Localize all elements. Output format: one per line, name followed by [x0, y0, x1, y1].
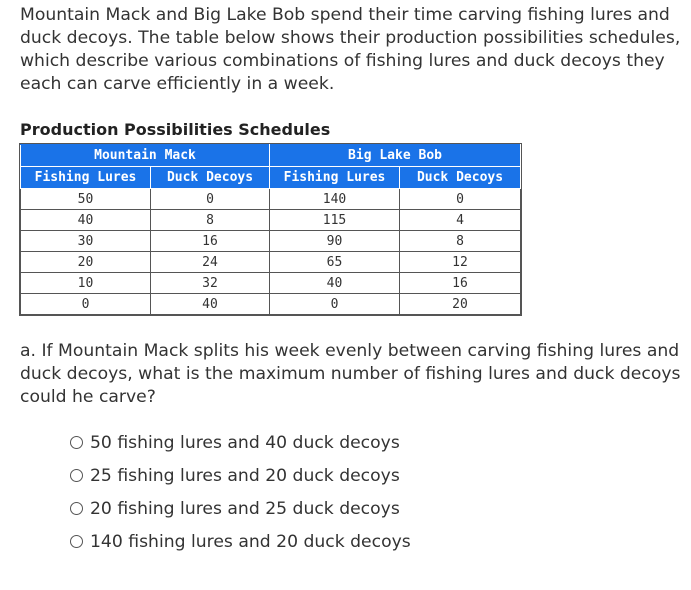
- table-row: [21, 210, 521, 231]
- answer-option[interactable]: [70, 492, 411, 525]
- table-cell: 20: [400, 294, 521, 315]
- radio-button[interactable]: [70, 535, 83, 548]
- column-header: Duck Decoys: [400, 167, 521, 189]
- answer-option[interactable]: [70, 525, 411, 558]
- question-text: a. If Mountain Mack splits his week evenly between carving fishing lures and duck decoys, what is the maximum number of fishing lures and duck decoys could he carve?: [20, 341, 681, 407]
- table-cell: 0: [270, 294, 400, 315]
- column-header: Fishing Lures: [270, 167, 400, 189]
- table-cell: 8: [151, 210, 270, 231]
- table-row: [21, 231, 521, 252]
- answer-option-label[interactable]: 25 fishing lures and 20 duck decoys: [90, 465, 400, 486]
- column-header-row: [21, 167, 521, 189]
- table-cell: 90: [270, 231, 400, 252]
- table-title: Production Possibilities Schedules: [20, 120, 331, 139]
- table-cell: 32: [151, 273, 270, 294]
- column-header: Fishing Lures: [21, 167, 151, 189]
- table-cell: 16: [151, 231, 270, 252]
- answer-option-label[interactable]: 50 fishing lures and 40 duck decoys: [90, 432, 400, 453]
- table-cell: 8: [400, 231, 521, 252]
- table-row: [21, 189, 521, 210]
- table-cell: 140: [270, 189, 400, 210]
- column-header: Duck Decoys: [151, 167, 270, 189]
- table-cell: 10: [21, 273, 151, 294]
- answer-option-label[interactable]: 20 fishing lures and 25 duck decoys: [90, 498, 400, 519]
- table-row: [21, 294, 521, 315]
- group-header-row: [21, 145, 521, 167]
- table-cell: 30: [21, 231, 151, 252]
- table-cell: 50: [21, 189, 151, 210]
- table-cell: 0: [21, 294, 151, 315]
- group-header-big-lake-bob: Big Lake Bob: [270, 145, 521, 167]
- table-cell: 40: [21, 210, 151, 231]
- table-cell: 16: [400, 273, 521, 294]
- answer-option[interactable]: [70, 459, 411, 492]
- table-row: [21, 252, 521, 273]
- table-cell: 24: [151, 252, 270, 273]
- production-possibilities-table: [20, 144, 521, 315]
- answer-options: [70, 426, 411, 558]
- table-row: [21, 273, 521, 294]
- table-cell: 65: [270, 252, 400, 273]
- radio-button[interactable]: [70, 502, 83, 515]
- answer-option-label[interactable]: 140 fishing lures and 20 duck decoys: [90, 531, 411, 552]
- table-cell: 0: [151, 189, 270, 210]
- table-cell: 40: [151, 294, 270, 315]
- answer-option[interactable]: [70, 426, 411, 459]
- table-cell: 20: [21, 252, 151, 273]
- radio-button[interactable]: [70, 469, 83, 482]
- radio-button[interactable]: [70, 436, 83, 449]
- table-cell: 12: [400, 252, 521, 273]
- intro-paragraph: Mountain Mack and Big Lake Bob spend their time carving fishing lures and duck decoys. The table below shows their production possibilities schedules, which describe various combinations of fishing lures and duck decoys they each can carve efficiently in a week.: [20, 5, 681, 94]
- table-cell: 4: [400, 210, 521, 231]
- group-header-mountain-mack: Mountain Mack: [21, 145, 270, 167]
- table-cell: 40: [270, 273, 400, 294]
- table-cell: 115: [270, 210, 400, 231]
- table-cell: 0: [400, 189, 521, 210]
